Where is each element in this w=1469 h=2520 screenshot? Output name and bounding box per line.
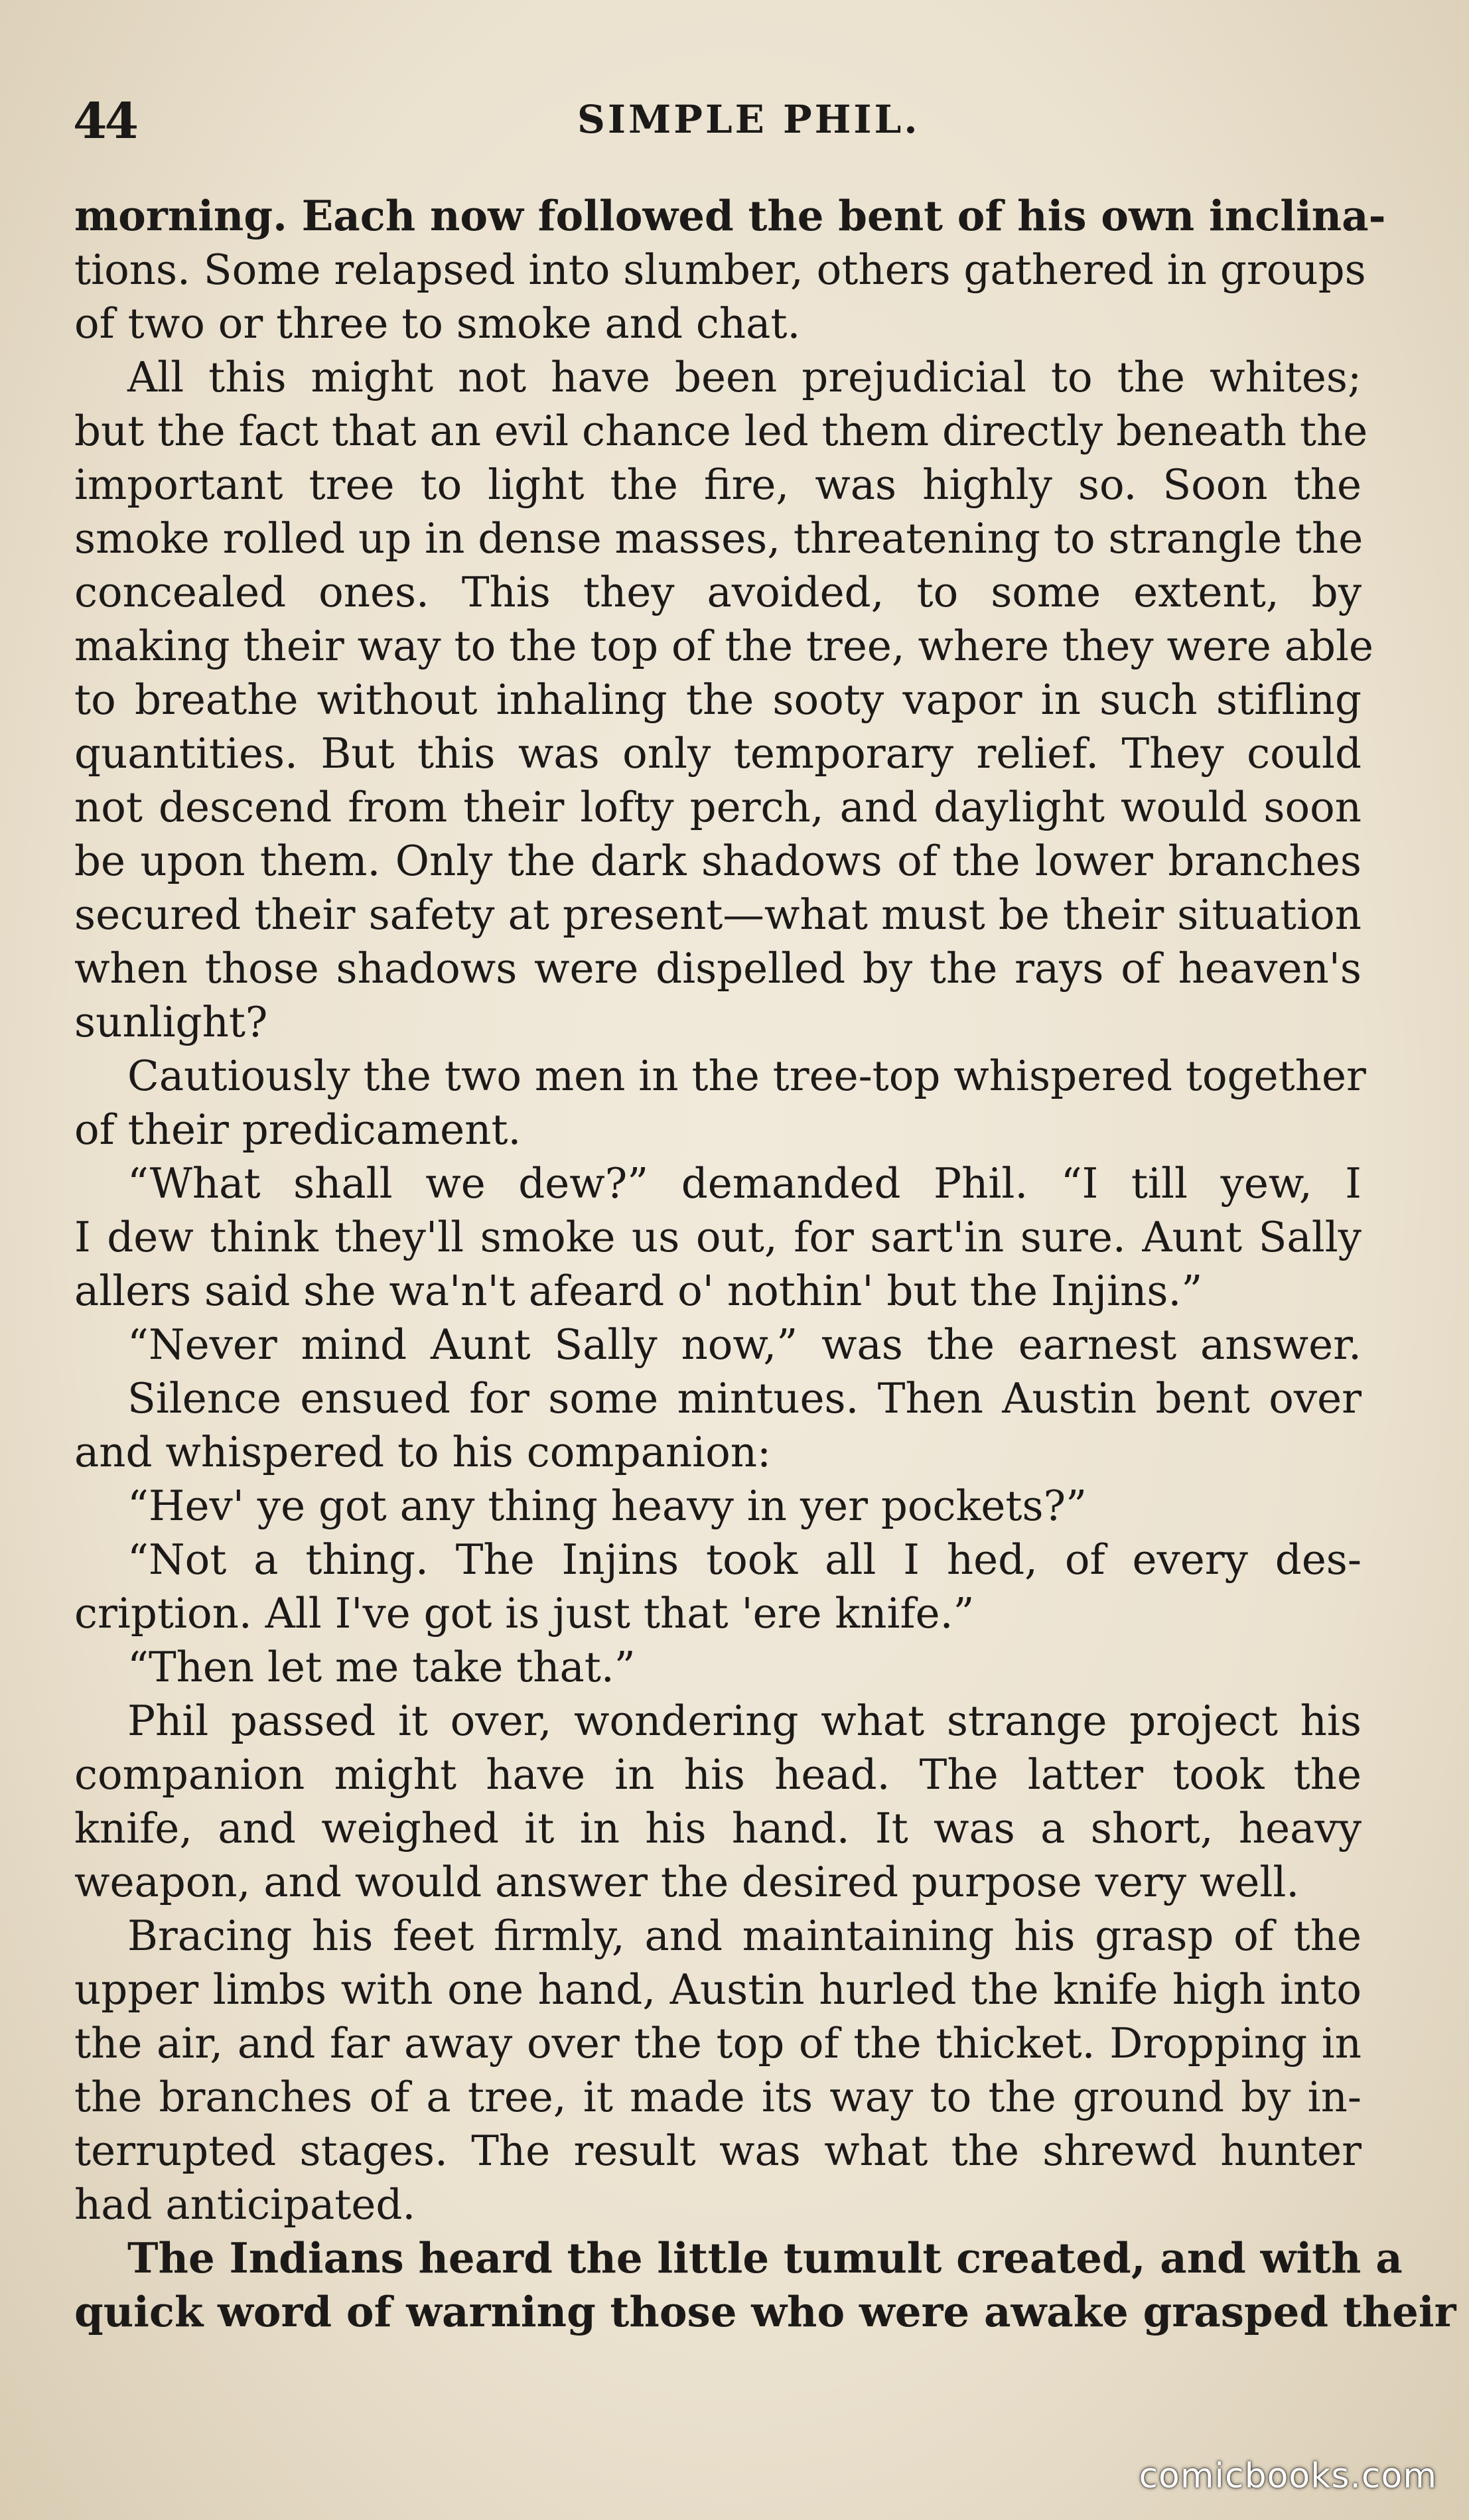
- text-line: Bracing his feet firmly, and maintaining his grasp of the: [127, 1912, 1362, 1960]
- page-header: [73, 93, 1367, 150]
- text-line: quantities. But this was only temporary relief. They could: [74, 729, 1362, 778]
- text-line: Cautiously the two men in the tree-top whispered together: [127, 1052, 1366, 1100]
- text-line: of two or three to smoke and chat.: [74, 299, 801, 348]
- watermark-text: comicbooks.com: [1139, 2456, 1437, 2496]
- text-line: important tree to light the fire, was highly so. Soon the: [74, 460, 1362, 509]
- body-text: [74, 189, 1456, 2339]
- text-line: to breathe without inhaling the sooty vapor in such stifling: [74, 675, 1362, 724]
- text-line: knife, and weighed it in his hand. It was a short, heavy: [74, 1804, 1362, 1853]
- text-line: weapon, and would answer the desired purpose very well.: [74, 1858, 1300, 1906]
- text-line: terrupted stages. The result was what the shrewd hunter: [74, 2127, 1362, 2175]
- text-line: The Indians heard the little tumult created, and with a: [127, 2233, 1403, 2282]
- running-head: SIMPLE PHIL.: [577, 97, 920, 142]
- text-line: sunlight?: [74, 998, 268, 1046]
- text-line: concealed ones. This they avoided, to some extent, by: [74, 568, 1362, 616]
- page-number: 44: [73, 93, 136, 150]
- text-line: the branches of a tree, it made its way to the ground by in-: [74, 2073, 1362, 2121]
- text-line: “Not a thing. The Injins took all I hed, of every des-: [127, 1535, 1362, 1584]
- text-line: “Never mind Aunt Sally now,” was the earnest answer.: [127, 1320, 1362, 1369]
- text-line: morning. Each now followed the bent of his own inclina-: [74, 191, 1386, 240]
- text-line: All this might not have been prejudicial to the whites;: [127, 353, 1362, 401]
- text-line: “What shall we dew?” demanded Phil. “I till yew, I: [127, 1159, 1362, 1208]
- text-line: smoke rolled up in dense masses, threatening to strangle the: [74, 514, 1364, 563]
- text-line: tions. Some relapsed into slumber, others gathered in groups: [74, 245, 1366, 294]
- text-line: companion might have in his head. The latter took the: [74, 1750, 1362, 1799]
- text-line: cription. All I've got is just that 'ere knife.”: [74, 1589, 975, 1638]
- text-line: “Then let me take that.”: [127, 1643, 636, 1691]
- text-line: secured their safety at present—what must be their situation: [74, 890, 1362, 939]
- text-line: the air, and far away over the top of the thicket. Dropping in: [74, 2019, 1362, 2067]
- text-line: had anticipated.: [74, 2180, 416, 2229]
- text-line: I dew think they'll smoke us out, for sart'in sure. Aunt Sally: [74, 1213, 1362, 1261]
- text-line: Phil passed it over, wondering what strange project his: [127, 1697, 1362, 1745]
- text-line: but the fact that an evil chance led them directly beneath the: [74, 407, 1368, 455]
- text-line: allers said she wa'n't afeard o' nothin' but the Injins.”: [74, 1267, 1203, 1315]
- text-line: and whispered to his companion:: [74, 1428, 772, 1476]
- text-line: when those shadows were dispelled by the rays of heaven's: [74, 944, 1362, 993]
- text-line: making their way to the top of the tree, where they were able: [74, 622, 1374, 670]
- text-line: of their predicament.: [74, 1105, 522, 1154]
- text-line: quick word of warning those who were awake grasped their: [74, 2287, 1456, 2336]
- text-line: Silence ensued for some mintues. Then Austin bent over: [127, 1374, 1362, 1423]
- text-line: be upon them. Only the dark shadows of the lower branches: [74, 837, 1362, 885]
- text-line: not descend from their lofty perch, and daylight would soon: [74, 783, 1362, 831]
- text-line: “Hev' ye got any thing heavy in yer pockets?”: [127, 1482, 1087, 1530]
- text-line: upper limbs with one hand, Austin hurled the knife high into: [74, 1965, 1362, 2014]
